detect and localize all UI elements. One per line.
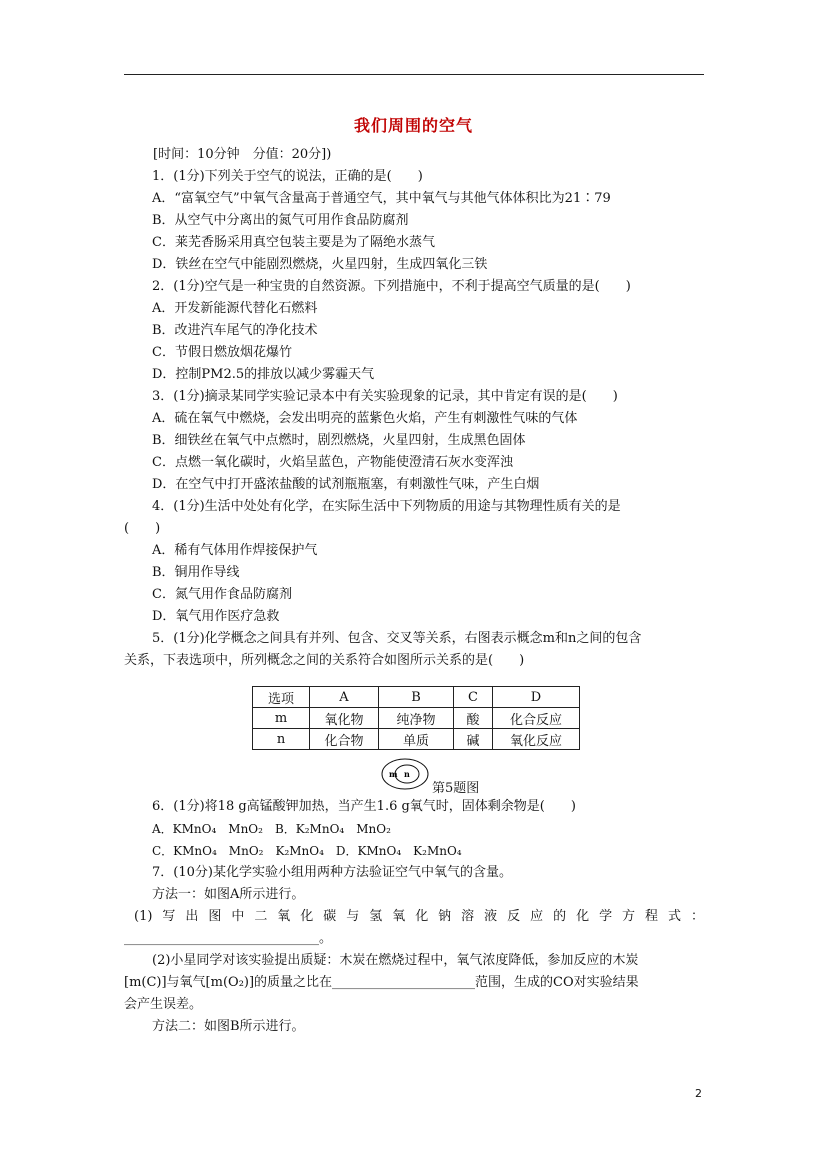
q1-option-a: A．“富氧空气”中氧气含量高于普通空气，其中氧气与其他气体体积比为21∶79 bbox=[152, 191, 611, 206]
q1-option-c: C．莱芜香肠采用真空包装主要是为了隔绝水蒸气 bbox=[152, 235, 435, 250]
q1-option-b: B．从空气中分离出的氮气可用作食品防腐剂 bbox=[152, 213, 409, 228]
q1-stem: 1．(1分)下列关于空气的说法，正确的是( ) bbox=[152, 169, 423, 184]
q3-stem: 3．(1分)摘录某同学实验记录本中有关实验现象的记录，其中肯定有误的是( ) bbox=[152, 389, 618, 404]
q4-stem: 4．(1分)生活中处处有化学，在实际生活中下列物质的用途与其物理性质有关的是 bbox=[152, 499, 621, 514]
table-cell: 纯净物 bbox=[379, 708, 454, 729]
table-cell: 单质 bbox=[379, 729, 454, 750]
q7-part1-blank: ______________________________。 bbox=[124, 931, 333, 946]
table-row bbox=[253, 687, 580, 708]
table-cell: C bbox=[454, 687, 493, 708]
q4-option-d: D．氧气用作医疗急救 bbox=[152, 609, 280, 624]
q7-method2: 方法二：如图B所示进行。 bbox=[152, 1019, 305, 1034]
q2-stem: 2．(1分)空气是一种宝贵的自然资源。下列措施中，不利于提高空气质量的是( ) bbox=[152, 279, 631, 294]
q3-option-d: D．在空气中打开盛浓盐酸的试剂瓶瓶塞，有刺激性气味，产生白烟 bbox=[152, 477, 540, 492]
table-row bbox=[253, 729, 580, 750]
q5-stem: 5．(1分)化学概念之间具有并列、包含、交叉等关系，右图表示概念m和n之间的包含 bbox=[152, 631, 642, 646]
q3-option-a: A．硫在氧气中燃烧，会发出明亮的蓝紫色火焰，产生有刺激性气味的气体 bbox=[152, 411, 578, 426]
q2-option-d: D．控制PM2.5的排放以减少雾霾天气 bbox=[152, 367, 375, 382]
q4-option-b: B．铜用作导线 bbox=[152, 565, 240, 580]
table-cell: D bbox=[493, 687, 580, 708]
q6-options-ab: A．KMnO₄ MnO₂ B．K₂MnO₄ MnO₂ bbox=[152, 822, 391, 836]
q7-stem: 7．(10分)某化学实验小组用两种方法验证空气中氧气的含量。 bbox=[152, 865, 512, 880]
q6-options-cd: C．KMnO₄ MnO₂ K₂MnO₄ D．KMnO₄ K₂MnO₄ bbox=[152, 844, 462, 858]
q5-options-table bbox=[252, 686, 580, 750]
page-title: 我们周围的空气 bbox=[353, 116, 473, 135]
q2-option-c: C．节假日燃放烟花爆竹 bbox=[152, 345, 292, 360]
table-cell: 选项 bbox=[253, 687, 310, 708]
venn-diagram bbox=[381, 758, 429, 790]
q7-method1: 方法一：如图A所示进行。 bbox=[152, 887, 305, 902]
page-number: 2 bbox=[695, 1087, 702, 1100]
q3-option-b: B．细铁丝在氧气中点燃时，剧烈燃烧，火星四射，生成黑色固体 bbox=[152, 433, 526, 448]
table-cell: 氧化物 bbox=[310, 708, 379, 729]
table-cell: 化合反应 bbox=[493, 708, 580, 729]
venn-label-n: n bbox=[404, 769, 410, 779]
table-cell: 化合物 bbox=[310, 729, 379, 750]
figure-caption: 第5题图 bbox=[432, 781, 480, 796]
q2-option-a: A．开发新能源代替化石燃料 bbox=[152, 301, 318, 316]
table-cell: 碱 bbox=[454, 729, 493, 750]
meta-info: [时间：10分钟 分值：20分]) bbox=[153, 147, 332, 162]
header-rule bbox=[124, 74, 704, 75]
table-cell: 酸 bbox=[454, 708, 493, 729]
table-cell: B bbox=[379, 687, 454, 708]
q4-option-c: C．氮气用作食品防腐剂 bbox=[152, 587, 292, 602]
q6-stem: 6．(1分)将18 g高锰酸钾加热，当产生1.6 g氧气时，固体剩余物是( ) bbox=[152, 799, 576, 814]
q4-stem-bracket: ( ) bbox=[124, 521, 161, 536]
table-cell: 氧化反应 bbox=[493, 729, 580, 750]
table-cell: n bbox=[253, 729, 310, 750]
q7-part2-line2: [m(C)]与氧气[m(O₂)]的质量之比在______________________范围，生成的CO对实验结果 bbox=[124, 975, 639, 990]
q2-option-b: B．改进汽车尾气的净化技术 bbox=[152, 323, 318, 338]
q7-part2-line3: 会产生误差。 bbox=[124, 997, 203, 1012]
q4-option-a: A．稀有气体用作焊接保护气 bbox=[152, 543, 318, 558]
q5-stem-line2: 关系，下表选项中，所列概念之间的关系符合如图所示关系的是( ) bbox=[124, 653, 525, 668]
table-cell: A bbox=[310, 687, 379, 708]
q7-part2-line1: (2)小星同学对该实验提出质疑：木炭在燃烧过程中，氧气浓度降低，参加反应的木炭 bbox=[152, 953, 639, 968]
table-row bbox=[253, 708, 580, 729]
venn-label-m: m bbox=[389, 769, 398, 779]
table-cell: m bbox=[253, 708, 310, 729]
q3-option-c: C．点燃一氧化碳时，火焰呈蓝色，产物能使澄清石灰水变浑浊 bbox=[152, 455, 513, 470]
q1-option-d: D．铁丝在空气中能剧烈燃烧，火星四射，生成四氧化三铁 bbox=[152, 257, 488, 272]
q7-part1: (1)写出图中二氧化碳与氢氧化钠溶液反应的化学方程式： bbox=[134, 909, 704, 924]
